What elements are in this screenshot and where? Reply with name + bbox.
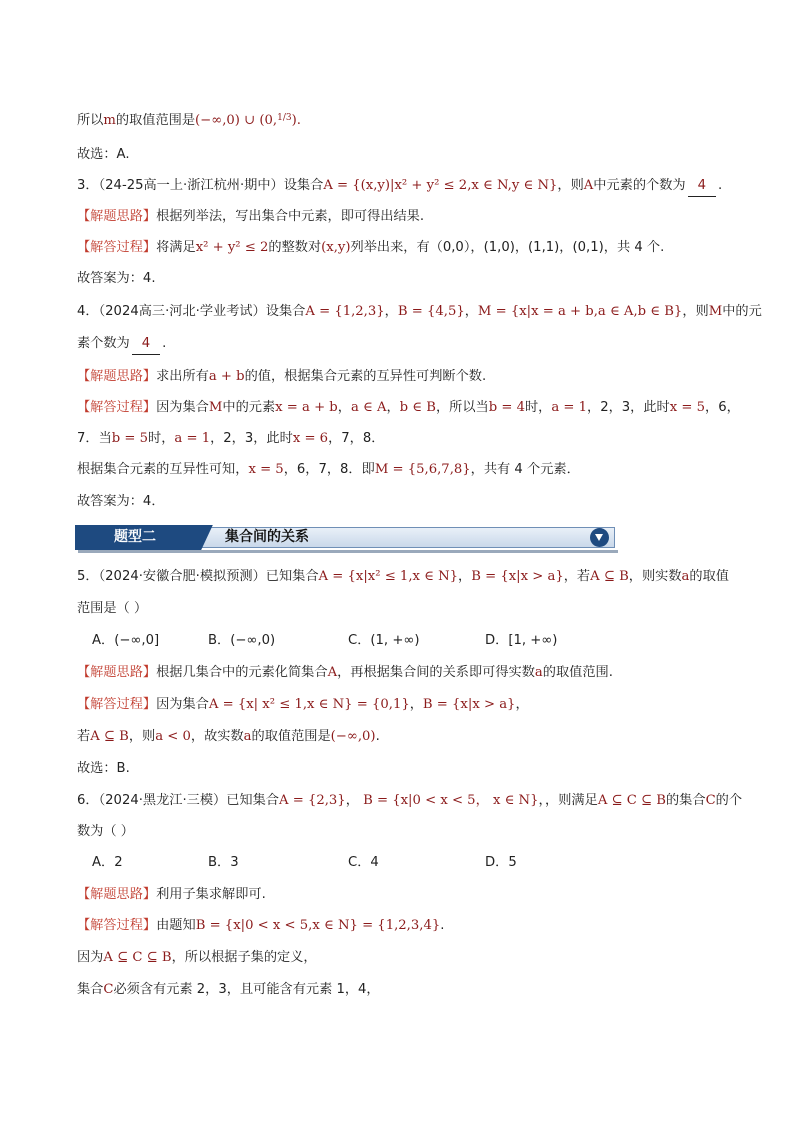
section-banner [75, 525, 615, 550]
q5-thinking: 【解题思路】根据几集合中的元素化简集合A，再根据集合间的关系即可得实数a的取值范围. [77, 665, 613, 680]
question-4-cont: 素个数为 4 . [77, 334, 166, 355]
question-6: 6．（2024·黑龙江·三模）已知集合A = {2,3}， B = {x|0 < x < 5， x ∈ N}，，则满足A ⊆ C ⊆ B的集合C的个 [77, 793, 743, 808]
q5-process: 【解答过程】因为集合A = {x| x² ≤ 1,x ∈ N} = {0,1}，B = {x|x > a}， [77, 697, 529, 712]
answer-line: 故选：A. [77, 147, 130, 162]
q5-conclusion: 若A ⊆ B，则a < 0，故实数a的取值范围是(−∞,0). [77, 729, 380, 744]
option-a[interactable]: A．(−∞,0] [92, 633, 160, 648]
q4-answer: 故答案为：4． [77, 494, 165, 509]
q4-thinking: 【解题思路】求出所有a + b的值，根据集合元素的互异性可判断个数. [77, 369, 487, 384]
question-4: 4．（2024高三·河北·学业考试）设集合A = {1,2,3}，B = {4,5}，M = {x|x = a + b,a ∈ A,b ∈ B}，则M中的元 [77, 304, 762, 319]
option-c[interactable]: C．(1, +∞) [348, 633, 420, 648]
q4-process-cont: 7．当b = 5时，a = 1，2，3，此时x = 6，7，8． [77, 431, 385, 446]
question-5-cont: 范围是（ ） [77, 601, 148, 616]
option-d[interactable]: D．[1, +∞) [485, 633, 558, 648]
option-b[interactable]: B．3 [208, 855, 239, 870]
q3-answer: 故答案为：4. [77, 271, 156, 286]
option-d[interactable]: D．5 [485, 855, 517, 870]
q3-thinking: 【解题思路】根据列举法，写出集合中元素，即可得出结果. [77, 209, 425, 224]
q4-conclusion: 根据集合元素的互异性可知，x = 5，6，7，8．即M = {5,6,7,8}，共有 4 个元素． [77, 462, 580, 477]
option-c[interactable]: C．4 [348, 855, 379, 870]
q6-thinking: 【解题思路】利用子集求解即可. [77, 887, 266, 902]
q6-process-line-3: 集合C必须含有元素 2，3，且可能含有元素 1，4， [77, 982, 380, 997]
range-conclusion-line: 所以m的取值范围是(−∞,0) ∪ (0,$^{1/3}$). [77, 113, 301, 128]
q4-process: 【解答过程】因为集合M中的元素x = a + b，a ∈ A，b ∈ B，所以当b = 4时，a = 1，2，3，此时x = 5，6， [77, 400, 740, 415]
section-title: 集合间的关系 [225, 529, 309, 545]
q6-process: 【解答过程】由题知B = {x|0 < x < 5,x ∈ N} = {1,2,3,4}. [77, 918, 445, 933]
question-3: 3．（24-25高一上·浙江杭州·期中）设集合A = {(x,y)|x² + y² ≤ 2,x ∈ N,y ∈ N}，则A中元素的个数为 4 . [77, 176, 722, 197]
option-b[interactable]: B．(−∞,0) [208, 633, 276, 648]
answer-blank: 4 [688, 176, 716, 197]
q6-process-line-2: 因为A ⊆ C ⊆ B，所以根据子集的定义， [77, 950, 317, 965]
q5-answer: 故选：B. [77, 761, 130, 776]
chevron-down-circle-icon[interactable] [590, 528, 609, 547]
answer-blank: 4 [132, 334, 160, 355]
section-tag: 题型二 [114, 529, 156, 545]
q3-process: 【解答过程】将满足x² + y² ≤ 2的整数对(x,y)列举出来，有（0,0），(1,0)，(1,1)，(0,1)，共 4 个. [77, 240, 665, 255]
question-6-cont: 数为（ ） [77, 824, 134, 839]
option-a[interactable]: A．2 [92, 855, 123, 870]
question-5: 5．（2024·安徽合肥·模拟预测）已知集合A = {x|x² ≤ 1,x ∈ N}，B = {x|x > a}，若A ⊆ B，则实数a的取值 [77, 569, 729, 584]
